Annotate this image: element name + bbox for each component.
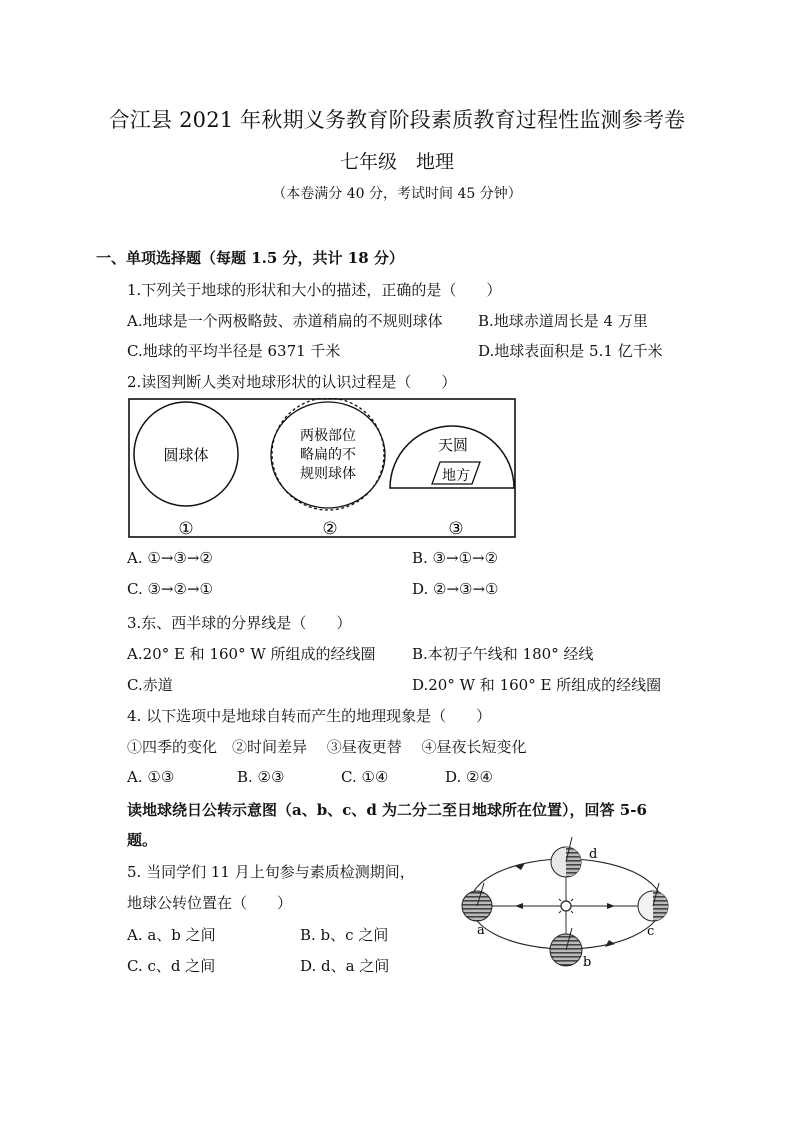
q5-option-c: C. c、d 之间 — [127, 957, 216, 975]
q5-stem-line2: 地球公转位置在（ ） — [127, 894, 293, 912]
earth-a-icon — [462, 883, 492, 921]
page-subtitle: 七年级 地理 — [339, 151, 454, 173]
orbit-label-d: d — [589, 847, 598, 862]
orbit-arrow-bottom — [605, 940, 615, 947]
dome-top-label: 天圆 — [437, 436, 469, 454]
q5-option-a: A. a、b 之间 — [127, 926, 216, 944]
instruction-line2: 题。 — [127, 831, 158, 849]
q3-option-b: B.本初子午线和 180° 经线 — [412, 645, 594, 663]
q5-stem-line1: 5. 当同学们 11 月上旬参与素质检测期间， — [127, 863, 415, 881]
dome-bottom-label: 地方 — [442, 468, 470, 484]
q2-stem: 2.读图判断人类对地球形状的认识过程是（ ） — [127, 373, 457, 391]
figure-number-1: ① — [178, 519, 194, 539]
orbit-label-c: c — [647, 924, 655, 939]
q1-option-c: C.地球的平均半径是 6371 千米 — [127, 342, 341, 360]
q3-option-d: D.20° W 和 160° E 所组成的经线圈 — [412, 676, 662, 694]
orbit-figure — [455, 832, 677, 972]
earth-b-icon — [550, 928, 582, 966]
q2-option-a: A. ①→③→② — [127, 549, 213, 567]
earth-d-icon — [551, 837, 581, 877]
q4-option-b: B. ②③ — [237, 768, 285, 786]
geoid-label-line2: 略扁的不 — [300, 447, 356, 463]
q3-option-a: A.20° E 和 160° W 所组成的经线圈 — [127, 645, 376, 663]
q1-option-b: B.地球赤道周长是 4 万里 — [478, 312, 648, 330]
q5-option-d: D. d、a 之间 — [300, 957, 390, 975]
sun-icon — [561, 901, 571, 911]
q4-option-a: A. ①③ — [127, 768, 175, 786]
q4-stem: 4. 以下选项中是地球自转而产生的地理现象是（ ） — [127, 707, 492, 725]
q1-stem: 1.下列关于地球的形状和大小的描述，正确的是（ ） — [127, 281, 502, 299]
geoid-label-line3: 规则球体 — [300, 466, 356, 482]
earth-shape-figure — [128, 398, 518, 540]
earth-c-icon — [638, 883, 668, 921]
axis-arrow-left — [515, 903, 523, 909]
axis-arrow-right — [607, 903, 615, 909]
q4-option-d: D. ②④ — [445, 768, 493, 786]
q5-option-b: B. b、c 之间 — [300, 926, 389, 944]
q3-stem: 3.东、西半球的分界线是（ ） — [127, 614, 352, 632]
q2-option-d: D. ②→③→① — [412, 580, 499, 598]
geoid-label-line1: 两极部位 — [300, 428, 356, 444]
q2-option-c: C. ③→②→① — [127, 580, 213, 598]
orbit-label-b: b — [583, 955, 592, 970]
section-heading: 一、单项选择题（每题 1.5 分，共计 18 分） — [96, 249, 404, 267]
orbit-label-a: a — [477, 923, 485, 938]
q2-option-b: B. ③→①→② — [412, 549, 499, 567]
q1-option-a: A.地球是一个两极略鼓、赤道稍扁的不规则球体 — [127, 312, 443, 330]
q3-option-c: C.赤道 — [127, 676, 173, 694]
figure-number-3: ③ — [448, 519, 464, 539]
instruction-line1: 读地球绕日公转示意图（a、b、c、d 为二分二至日地球所在位置），回答 5-6 — [127, 801, 647, 819]
exam-note: （本卷满分 40 分，考试时间 45 分钟） — [272, 186, 522, 202]
q4-items: ①四季的变化 ②时间差异 ③昼夜更替 ④昼夜长短变化 — [127, 738, 527, 756]
q4-option-c: C. ①④ — [341, 768, 389, 786]
figure-number-2: ② — [322, 519, 338, 539]
q1-option-d: D.地球表面积是 5.1 亿千米 — [478, 342, 663, 360]
page-title: 合江县 2021 年秋期义务教育阶段素质教育过程性监测参考卷 — [108, 108, 686, 132]
sphere-label: 圆球体 — [163, 446, 209, 464]
